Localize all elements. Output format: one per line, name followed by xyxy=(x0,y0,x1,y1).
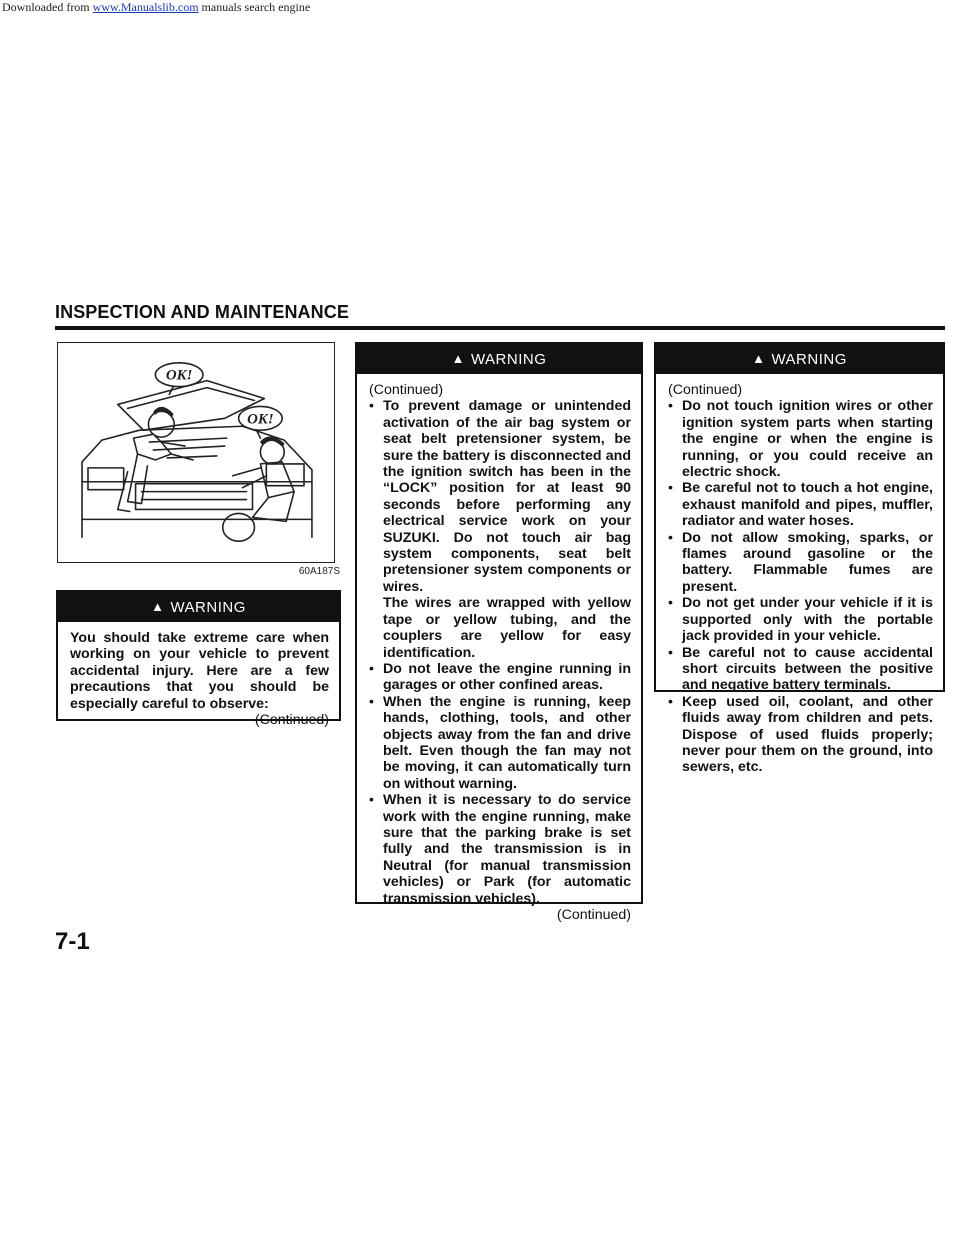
continued-lead: (Continued) xyxy=(668,382,743,398)
warning-3-list xyxy=(668,398,933,775)
warning-2-list xyxy=(369,398,631,907)
warning-item: • Keep used oil, coolant, and other fluids away from children and pets. Dispose of used fluids properly; never pour them on the ground, into sewers, etc. xyxy=(668,694,933,776)
warning-triangle-icon: ▲ xyxy=(151,599,165,614)
mechanics-working-on-car-illustration xyxy=(58,343,334,562)
page-number: 7-1 xyxy=(55,928,90,955)
section-title: INSPECTION AND MAINTENANCE xyxy=(55,302,349,322)
warning-item: • Do not touch ignition wires or other ignition system parts when starting the engine or when the engine is running, or you could receive an electric shock. xyxy=(668,398,933,480)
warning-heading: WARNING xyxy=(771,351,847,368)
warning-triangle-icon: ▲ xyxy=(451,351,465,366)
warning-item: • When it is necessary to do service work with the engine running, make sure that the parking brake is set fully and the transmission is in Neutral (for manual transmission vehicles) or Park (for automatic transmission vehicles). xyxy=(369,792,631,907)
continued-label: (Continued) xyxy=(254,712,329,729)
continued-lead: (Continued) xyxy=(369,382,444,398)
warning-header xyxy=(58,592,339,622)
warning-box-1 xyxy=(56,590,341,729)
warning-item: • When the engine is running, keep hands, clothing, tools, and other objects away from the fan and drive belt. Even though the fan may not be moving, it can automatically turn on without warning. xyxy=(369,694,631,792)
warning-heading: WARNING xyxy=(470,351,547,368)
ok-bubble-text-1: OK! xyxy=(165,367,193,384)
warning-item: • Be careful not to touch a hot engine, exhaust manifold and pipes, muffler, radiator and water hoses. xyxy=(668,480,933,529)
warning-item: • Be careful not to cause accidental short circuits between the positive and negative battery terminals. xyxy=(668,645,933,694)
continued-label: (Continued) xyxy=(556,907,631,923)
warning-box-3 xyxy=(654,342,945,776)
warning-item: • Do not leave the engine running in garages or other confined areas. xyxy=(369,661,631,694)
ok-bubble-text-2: OK! xyxy=(247,411,274,428)
manualslib-link[interactable]: www.Manualslib.com xyxy=(92,0,199,14)
warning-header xyxy=(656,344,943,374)
warning-item-text: To prevent damage or unintended activation of the air bag system or seat belt pretensioner system, be sure the battery is disconnected and the ignition switch has been in the “LOCK” position for at least 90 seconds before performing any electrical service work on your SUZUKI. Do not touch air bag system components, seat belt pretensioner system components or wires. xyxy=(383,398,631,595)
banner-suffix: manuals search engine xyxy=(198,0,311,14)
download-banner xyxy=(0,0,960,16)
warning-box-2 xyxy=(355,342,643,923)
figure-code: 60A187S xyxy=(298,566,340,577)
warning-1-body: You should take extreme care when working on your vehicle to prevent accidental injury. Here are a few precautions that you should be especially careful to observe: xyxy=(70,630,329,712)
warning-item: • Do not get under your vehicle if it is supported only with the portable jack provided in your vehicle. xyxy=(668,595,933,644)
banner-prefix: Downloaded from xyxy=(2,0,93,14)
warning-item xyxy=(369,398,631,661)
warning-item-sub-text: The wires are wrapped with yellow tape or yellow tubing, and the couplers are yellow for easy identification. xyxy=(383,595,631,661)
warning-header xyxy=(357,344,641,374)
header-rule xyxy=(55,326,945,330)
warning-heading: WARNING xyxy=(170,599,246,616)
warning-item: • Do not allow smoking, sparks, or flames around gasoline or the battery. Flammable fumes are present. xyxy=(668,530,933,596)
warning-triangle-icon: ▲ xyxy=(752,351,766,366)
illustration-figure xyxy=(57,342,335,563)
